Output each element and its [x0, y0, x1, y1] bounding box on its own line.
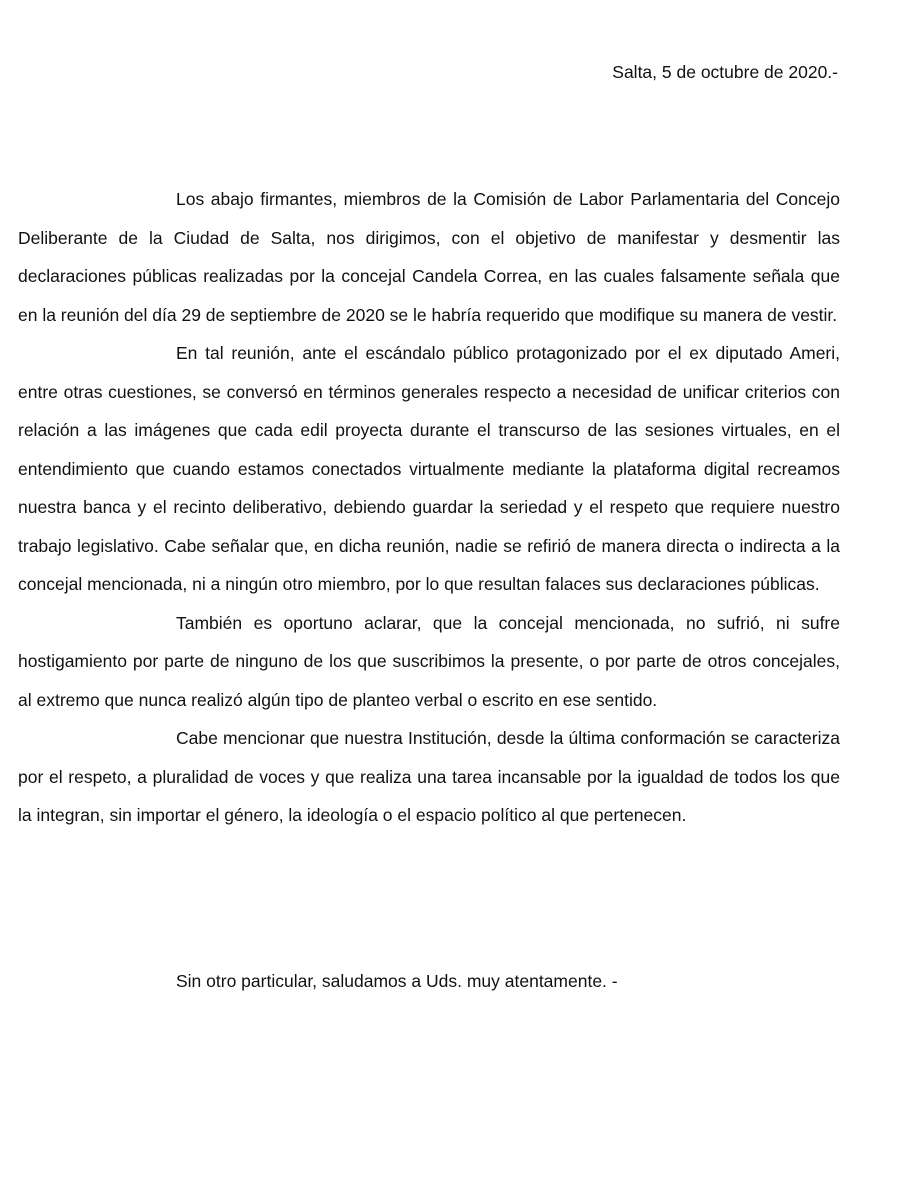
paragraph-2: En tal reunión, ante el escándalo público protagonizado por el ex diputado Ameri, entre otras cuestiones, se conversó en términos generales respecto a necesidad de unificar criterios con relación a las imágenes que cada edil proyecta durante el transcurso de las sesiones virtuales, en el entendimiento que cuando estamos conectados virtualmente mediante la plataforma digital recreamos nuestra banca y el recinto deliberativo, debiendo guardar la seriedad y el respeto que requiere nuestro trabajo legislativo. Cabe señalar que, en dicha reunión, nadie se refirió de manera directa o indirecta a la concejal mencionada, ni a ningún otro miembro, por lo que resultan falaces sus declaraciones públicas. [18, 343, 840, 594]
letter-body [18, 180, 840, 835]
date-line: Salta, 5 de octubre de 2020.- [612, 62, 838, 82]
paragraph-3: También es oportuno aclarar, que la concejal mencionada, no sufrió, ni sufre hostigamiento por parte de ninguno de los que suscribimos la presente, o por parte de otros concejales, al extremo que nunca realizó algún tipo de planteo verbal o escrito en ese sentido. [18, 612, 840, 710]
paragraph-1: Los abajo firmantes, miembros de la Comisión de Labor Parlamentaria del Concejo Deliberante de la Ciudad de Salta, nos dirigimos, con el objetivo de manifestar y desmentir las declaraciones públicas realizadas por la concejal Candela Correa, en las cuales falsamente señala que en la reunión del día 29 de septiembre de 2020 se le habría requerido que modifique su manera de vestir. [18, 189, 840, 325]
paragraph-4: Cabe mencionar que nuestra Institución, desde la última conformación se caracteriza por el respeto, a pluralidad de voces y que realiza una tarea incansable por la igualdad de todos los que la integran, sin importar el género, la ideología o el espacio político al que pertenecen. [18, 728, 840, 825]
closing-line: Sin otro particular, saludamos a Uds. muy atentamente. - [176, 971, 618, 991]
